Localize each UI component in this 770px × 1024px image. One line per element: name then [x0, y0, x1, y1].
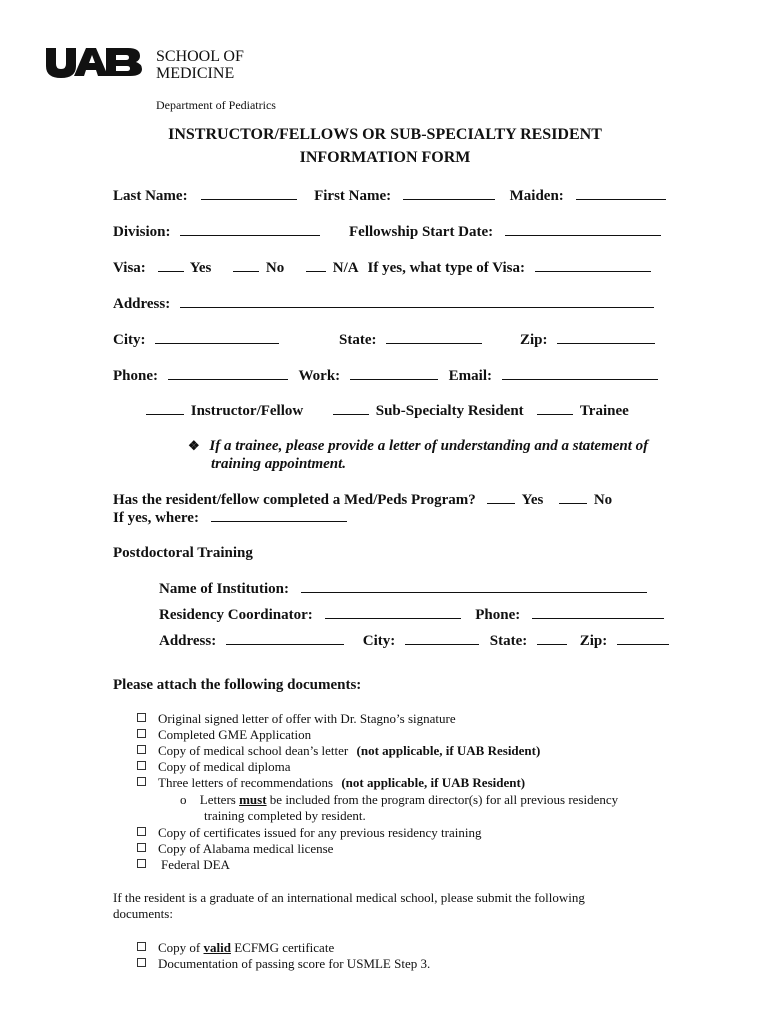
postdoc-zip-label: Zip: — [579, 633, 608, 649]
division-label: Division: — [113, 224, 171, 240]
phone-field[interactable] — [168, 378, 288, 380]
visa-type-label: If yes, what type of Visa: — [367, 260, 526, 276]
list-item — [137, 956, 430, 972]
intl-item-a: Copy of — [158, 940, 201, 955]
sub-item-b: be included from the program director(s) for all previous residency — [269, 792, 619, 807]
postdoc-state-field[interactable] — [537, 643, 567, 645]
postdoc-address-label: Address: — [159, 633, 217, 649]
state-wrap — [339, 332, 485, 349]
sub-item-must: must — [239, 792, 267, 807]
visa-yes-label: Yes — [189, 260, 212, 276]
attach-item-label: Copy of Alabama medical license — [158, 841, 334, 856]
trainee-note-line1: If a trainee, please provide a letter of understanding and a statement of — [209, 438, 649, 454]
institution-label: Name of Institution: — [159, 581, 289, 597]
fellowship-start-field[interactable] — [505, 234, 661, 236]
subspecialty-field[interactable] — [333, 413, 369, 415]
attach-item-label: Federal DEA — [161, 857, 230, 872]
division-field[interactable] — [180, 234, 320, 236]
postdoc-heading: Postdoctoral Training — [113, 545, 253, 561]
list-item — [137, 841, 333, 857]
postdoc-city-label: City: — [362, 633, 396, 649]
postdoc-phone-label: Phone: — [475, 607, 521, 623]
checkbox-icon[interactable] — [137, 942, 146, 951]
form-title-line1: INSTRUCTOR/FELLOWS OR SUB-SPECIALTY RESIDENT — [168, 126, 602, 143]
phone-row — [113, 368, 661, 385]
checkbox-icon[interactable] — [137, 843, 146, 852]
attach-item-label: Copy of medical school dean’s letter — [158, 743, 349, 758]
checkbox-icon[interactable] — [137, 777, 146, 786]
uab-logo — [44, 44, 144, 80]
sub-item-a: Letters — [199, 792, 236, 807]
visa-type-field[interactable] — [535, 270, 651, 272]
trainee-note-line2: training appointment. — [211, 456, 347, 472]
medpeds-question: Has the resident/fellow completed a Med/Peds Program? — [113, 492, 476, 508]
postdoc-state-label: State: — [489, 633, 528, 649]
postdoc-phone-field[interactable] — [532, 617, 664, 619]
visa-na-field[interactable] — [306, 270, 326, 272]
checkbox-icon[interactable] — [137, 958, 146, 967]
postdoc-city-field[interactable] — [405, 643, 479, 645]
checkbox-icon[interactable] — [137, 729, 146, 738]
city-label: City: — [113, 332, 146, 348]
postdoc-address-field[interactable] — [226, 643, 344, 645]
school-line2: MEDICINE — [156, 65, 235, 82]
work-field[interactable] — [350, 378, 438, 380]
intl-item-valid: valid — [203, 940, 231, 955]
email-label: Email: — [448, 368, 493, 384]
attach-item-label: Copy of medical diploma — [158, 759, 291, 774]
maiden-label: Maiden: — [509, 188, 564, 204]
visa-no-field[interactable] — [233, 270, 259, 272]
trainee-field[interactable] — [537, 413, 573, 415]
checkbox-icon[interactable] — [137, 713, 146, 722]
phone-label: Phone: — [113, 368, 158, 384]
coordinator-row — [159, 607, 667, 624]
visa-no-label: No — [265, 260, 285, 276]
medpeds-yes-field[interactable] — [487, 502, 515, 504]
zip-label: Zip: — [520, 332, 548, 348]
list-item — [137, 759, 291, 775]
institution-row — [159, 581, 650, 598]
form-title-line2: INFORMATION FORM — [299, 149, 471, 166]
attach-item-label: Original signed letter of offer with Dr. Stagno’s signature — [158, 711, 456, 726]
city-field[interactable] — [155, 342, 279, 344]
visa-label: Visa: — [113, 260, 146, 276]
circle-bullet-icon: o — [180, 792, 187, 807]
intl-item-label: Documentation of passing score for USMLE Step 3. — [158, 956, 431, 971]
attach-item-note: (not applicable, if UAB Resident) — [356, 743, 541, 758]
medpeds-no-field[interactable] — [559, 502, 587, 504]
checkbox-icon[interactable] — [137, 761, 146, 770]
postdoc-zip-field[interactable] — [617, 643, 669, 645]
last-name-label: Last Name: — [113, 188, 188, 204]
visa-yes-field[interactable] — [158, 270, 184, 272]
city-label-wrap — [113, 332, 282, 349]
attach-item-label: Completed GME Application — [158, 727, 312, 742]
address-label: Address: — [113, 296, 171, 312]
postdoc-address-row — [159, 633, 672, 650]
institution-field[interactable] — [301, 591, 647, 593]
list-item — [137, 825, 481, 841]
email-field[interactable] — [502, 378, 658, 380]
list-item — [137, 940, 334, 956]
attach-item-label: Three letters of recommendations — [158, 775, 334, 790]
checkbox-icon[interactable] — [137, 745, 146, 754]
instructor-field[interactable] — [146, 413, 184, 415]
visa-row — [113, 260, 654, 277]
attach-heading: Please attach the following documents: — [113, 677, 362, 693]
fellowship-start-label: Fellowship Start Date: — [349, 224, 494, 240]
list-item — [137, 727, 311, 743]
zip-field[interactable] — [557, 342, 655, 344]
department-label: Department of Pediatrics — [156, 98, 276, 112]
checkbox-icon[interactable] — [137, 827, 146, 836]
first-name-label: First Name: — [314, 188, 392, 204]
maiden-field[interactable] — [576, 198, 666, 200]
international-line2: documents: — [113, 906, 173, 921]
list-item — [137, 857, 230, 873]
checkbox-icon[interactable] — [137, 859, 146, 868]
instructor-label: Instructor/Fellow — [190, 403, 304, 419]
state-label: State: — [339, 332, 377, 348]
international-line1: If the resident is a graduate of an international medical school, please submit the following — [113, 890, 585, 905]
medpeds-where-field[interactable] — [211, 520, 347, 522]
intl-item-b: ECFMG certificate — [234, 940, 335, 955]
trainee-note — [188, 438, 648, 455]
medpeds-yes-label: Yes — [521, 492, 544, 508]
state-field[interactable] — [386, 342, 482, 344]
medpeds-where-row — [113, 510, 350, 527]
visa-na-label: N/A — [332, 260, 358, 276]
coordinator-label: Residency Coordinator: — [159, 607, 313, 623]
address-row — [113, 296, 657, 313]
attach-item-note: (not applicable, if UAB Resident) — [341, 775, 526, 790]
diamond-bullet-icon: ❖ — [188, 438, 200, 453]
school-name — [156, 48, 244, 82]
medpeds-where-label: If yes, where: — [113, 510, 199, 526]
list-item — [137, 711, 456, 727]
sub-item-c: training completed by resident. — [204, 808, 366, 823]
last-name-field[interactable] — [201, 198, 297, 200]
first-name-field[interactable] — [403, 198, 495, 200]
medpeds-row — [113, 492, 612, 509]
school-line1: SCHOOL OF — [156, 48, 244, 65]
sub-list-item — [180, 792, 618, 808]
attach-item-label: Copy of certificates issued for any previous residency training — [158, 825, 482, 840]
name-row — [113, 188, 669, 205]
zip-wrap — [520, 332, 658, 349]
roles-row — [146, 403, 629, 420]
subspecialty-label: Sub-Specialty Resident — [375, 403, 524, 419]
list-item — [137, 743, 540, 759]
division-row — [113, 224, 664, 241]
coordinator-field[interactable] — [325, 617, 461, 619]
address-field[interactable] — [180, 306, 654, 308]
list-item — [137, 775, 525, 791]
medpeds-no-label: No — [593, 492, 613, 508]
trainee-label: Trainee — [579, 403, 629, 419]
work-label: Work: — [298, 368, 341, 384]
